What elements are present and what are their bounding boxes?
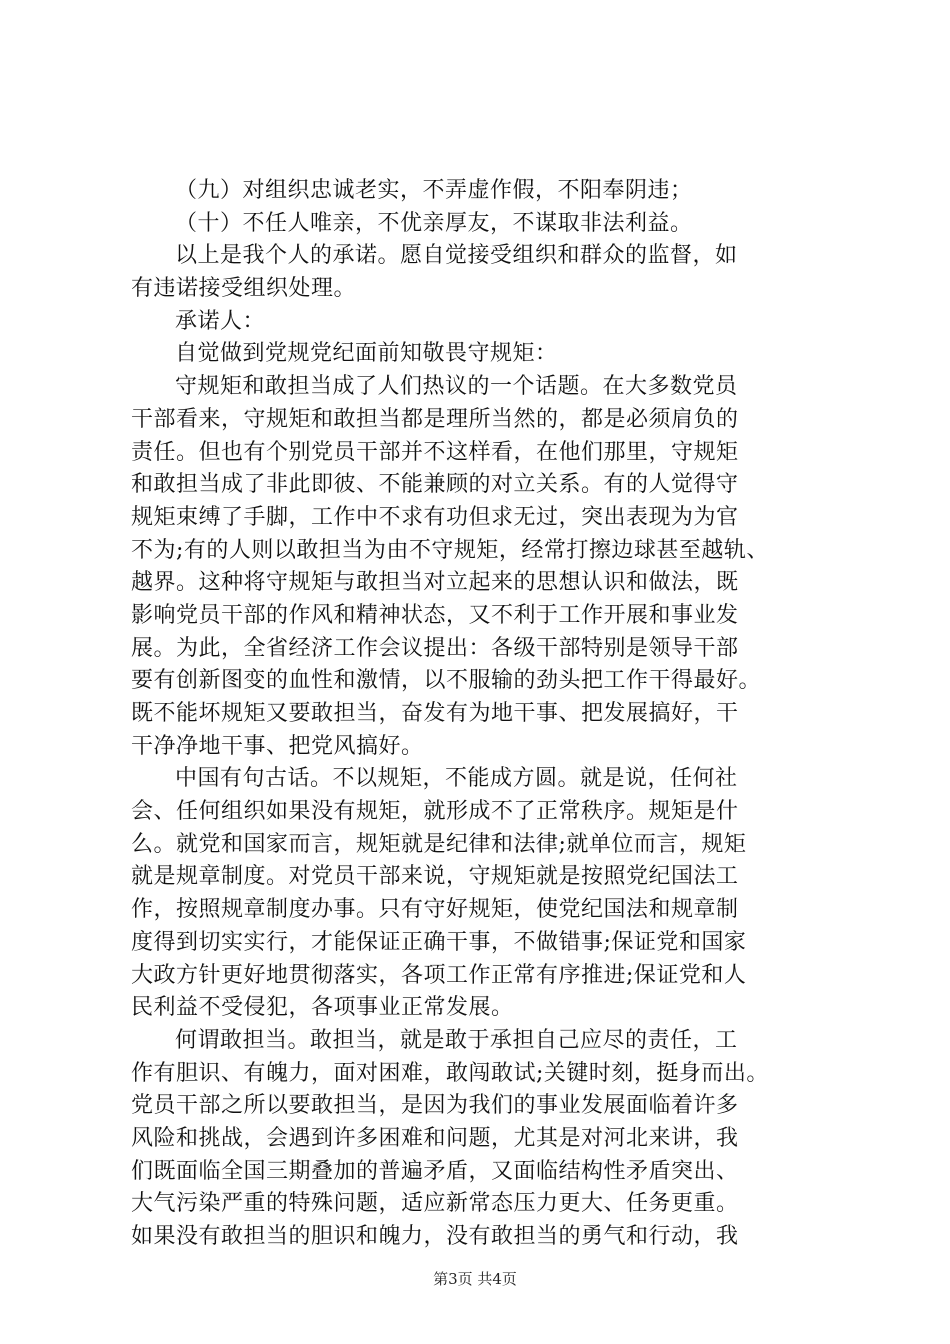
text-line: 和敢担当成了非此即彼、不能兼顾的对立关系。有的人觉得守 xyxy=(131,472,739,498)
text-line: 就是规章制度。对党员干部来说，守规矩就是按照党纪国法工 xyxy=(131,864,739,890)
text-line: 影响党员干部的作风和精神状态，又不利于工作开展和事业发 xyxy=(131,602,739,628)
text-line: 有违诺接受组织处理。 xyxy=(131,276,357,302)
text-line: 么。就党和国家而言，规矩就是纪律和法律;就单位而言，规矩 xyxy=(131,831,747,857)
text-line: 们既面临全国三期叠加的普遍矛盾，又面临结构性矛盾突出、 xyxy=(131,1158,739,1184)
text-line: 守规矩和敢担当成了人们热议的一个话题。在大多数党员 xyxy=(175,374,738,400)
text-line: 作有胆识、有魄力，面对困难，敢闯敢试;关键时刻，挺身而出。 xyxy=(131,1060,769,1086)
page-number-footer: 第3页 共4页 xyxy=(433,1270,517,1288)
text-line: 展。为此，全省经济工作会议提出：各级干部特别是领导干部 xyxy=(131,635,739,661)
text-line: 何谓敢担当。敢担当，就是敢于承担自己应尽的责任，工 xyxy=(175,1027,738,1053)
text-line: 以上是我个人的承诺。愿自觉接受组织和群众的监督，如 xyxy=(175,243,738,269)
text-line: 责任。但也有个别党员干部并不这样看，在他们那里，守规矩 xyxy=(131,439,739,465)
text-line: （九）对组织忠诚老实，不弄虚作假，不阳奉阴违； xyxy=(175,178,693,203)
text-line: 党员干部之所以要敢担当，是因为我们的事业发展面临着许多 xyxy=(131,1093,739,1119)
text-line: 如果没有敢担当的胆识和魄力，没有敢担当的勇气和行动，我 xyxy=(131,1224,739,1249)
text-line: 不为;有的人则以敢担当为由不守规矩，经常打擦边球甚至越轨、 xyxy=(131,537,769,563)
text-line: 会、任何组织如果没有规矩，就形成不了正常秩序。规矩是什 xyxy=(131,799,739,825)
section-heading: 自觉做到党规党纪面前知敬畏守规矩： xyxy=(175,341,558,367)
text-line: 风险和挑战，会遇到许多困难和问题，尤其是对河北来讲，我 xyxy=(131,1125,739,1151)
text-line: 大政方针更好地贯彻落实，各项工作正常有序推进;保证党和人 xyxy=(131,962,747,988)
text-line: 干部看来，守规矩和敢担当都是理所当然的，都是必须肩负的 xyxy=(131,406,739,432)
document-body xyxy=(131,175,831,1254)
text-line: 要有创新图变的血性和激情，以不服输的劲头把工作干得最好。 xyxy=(131,668,762,694)
text-line: 民利益不受侵犯，各项事业正常发展。 xyxy=(131,995,514,1021)
text-line: （十）不任人唯亲，不优亲厚友，不谋取非法利益。 xyxy=(175,210,693,236)
text-line: 既不能坏规矩又要敢担当，奋发有为地干事、把发展搞好，干 xyxy=(131,701,739,726)
text-line: 作，按照规章制度办事。只有守好规矩，使党纪国法和规章制 xyxy=(131,897,739,923)
text-line: 越界。这种将守规矩与敢担当对立起来的思想认识和做法，既 xyxy=(131,570,739,596)
text-line: 度得到切实实行，才能保证正确干事，不做错事;保证党和国家 xyxy=(131,929,747,955)
text-line: 规矩束缚了手脚，工作中不求有功但求无过，突出表现为为官 xyxy=(131,504,739,530)
text-line: 承诺人： xyxy=(175,308,266,334)
text-line: 干净净地干事、把党风搞好。 xyxy=(131,733,424,759)
text-line: 中国有句古话。不以规矩，不能成方圆。就是说，任何社 xyxy=(175,766,738,792)
text-line: 大气污染严重的特殊问题，适应新常态压力更大、任务更重。 xyxy=(131,1191,739,1217)
